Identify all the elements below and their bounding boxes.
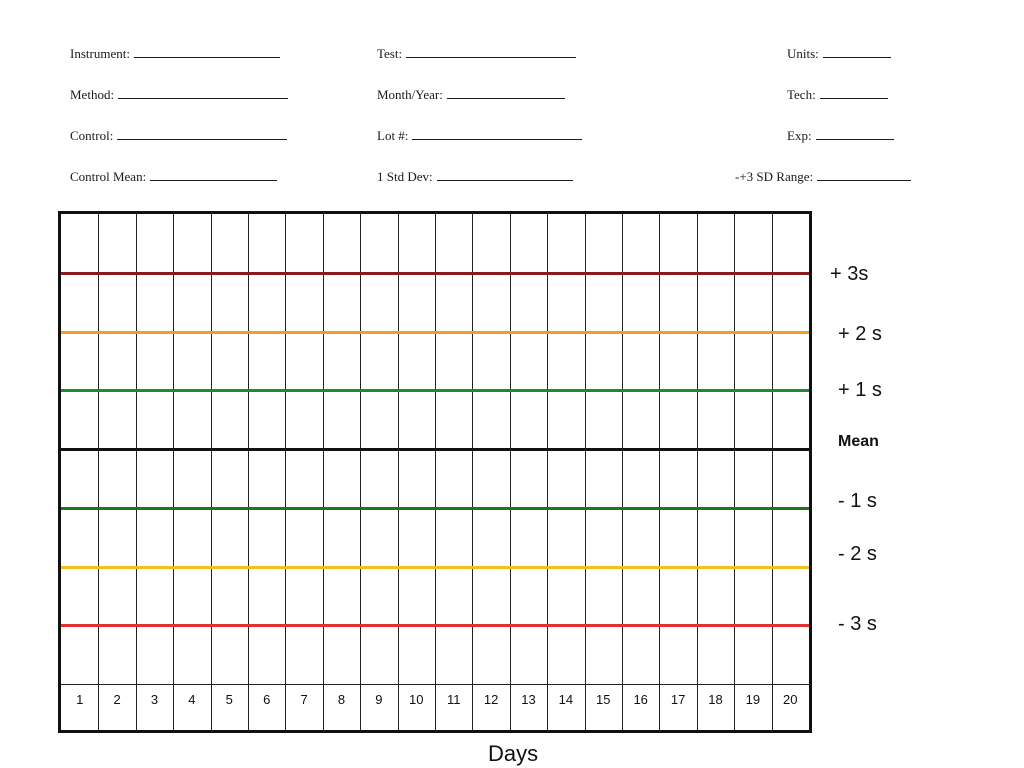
- day-number: 18: [708, 692, 723, 707]
- tech-blank[interactable]: [820, 87, 888, 99]
- column-divider: [510, 214, 511, 730]
- label-minus2: - 2 s: [838, 543, 877, 565]
- control-field[interactable]: [70, 128, 287, 144]
- method-field[interactable]: [70, 87, 288, 103]
- exp-blank[interactable]: [816, 128, 894, 140]
- label-plus2: + 2 s: [838, 323, 882, 345]
- sd-line-minus2: [61, 566, 809, 569]
- sd-line-plus1: [61, 389, 809, 392]
- test-field[interactable]: [377, 46, 576, 62]
- test-label: Test:: [377, 46, 403, 61]
- grid-row-line: [61, 684, 809, 685]
- sd-line-plus3: [61, 272, 809, 275]
- column-divider: [547, 214, 548, 730]
- instrument-field[interactable]: [70, 46, 280, 62]
- std-dev-blank[interactable]: [437, 169, 573, 181]
- column-divider: [398, 214, 399, 730]
- label-plus1: + 1 s: [838, 379, 882, 401]
- lot-field[interactable]: [377, 128, 582, 144]
- day-number: 5: [225, 692, 233, 707]
- sd-range-blank[interactable]: [817, 169, 911, 181]
- instrument-label: Instrument:: [70, 46, 130, 61]
- month-year-blank[interactable]: [447, 87, 565, 99]
- month-year-field[interactable]: [377, 87, 565, 103]
- day-number: 19: [745, 692, 761, 707]
- test-blank[interactable]: [406, 46, 576, 58]
- column-divider: [98, 214, 99, 730]
- control-mean-label: Control Mean:: [70, 169, 147, 184]
- day-number: 4: [188, 692, 196, 707]
- instrument-blank[interactable]: [134, 46, 280, 58]
- label-minus3: - 3 s: [838, 613, 877, 635]
- day-number: 9: [375, 692, 383, 707]
- std-dev-label: 1 Std Dev:: [377, 169, 433, 184]
- units-blank[interactable]: [823, 46, 891, 58]
- day-number: 7: [300, 692, 308, 707]
- column-divider: [323, 214, 324, 730]
- sd-line-plus2: [61, 331, 809, 334]
- day-number: 11: [446, 692, 461, 707]
- column-divider: [285, 214, 286, 730]
- day-number: 8: [337, 692, 346, 707]
- column-divider: [136, 214, 137, 730]
- column-divider: [772, 214, 773, 730]
- column-divider: [659, 214, 660, 730]
- sd-line-mean: [61, 448, 809, 451]
- day-number: 17: [670, 692, 686, 707]
- day-number: 2: [113, 692, 121, 707]
- units-field[interactable]: [787, 46, 891, 62]
- day-number: 12: [483, 692, 499, 707]
- day-number: 14: [558, 692, 574, 707]
- month-year-label: Month/Year:: [377, 87, 443, 102]
- day-number: 6: [263, 692, 271, 707]
- units-label: Units:: [787, 46, 819, 61]
- column-divider: [472, 214, 473, 730]
- sd-range-field[interactable]: [735, 169, 911, 185]
- control-label: Control:: [70, 128, 114, 143]
- sd-line-minus1: [61, 507, 809, 510]
- day-number: 15: [596, 692, 611, 707]
- sd-line-minus3: [61, 624, 809, 627]
- column-divider: [585, 214, 586, 730]
- column-divider: [622, 214, 623, 730]
- column-divider: [360, 214, 361, 730]
- day-number: 16: [633, 692, 648, 707]
- days-axis-label: Days: [488, 741, 539, 766]
- control-mean-field[interactable]: [70, 169, 277, 185]
- exp-label: Exp:: [787, 128, 812, 143]
- column-divider: [734, 214, 735, 730]
- day-number: 3: [150, 692, 159, 707]
- method-blank[interactable]: [118, 87, 288, 99]
- control-blank[interactable]: [117, 128, 287, 140]
- day-number: 1: [76, 692, 84, 707]
- control-mean-blank[interactable]: [150, 169, 277, 181]
- column-divider: [211, 214, 212, 730]
- tech-field[interactable]: [787, 87, 888, 103]
- method-label: Method:: [70, 87, 115, 102]
- lot-label: Lot #:: [377, 128, 409, 143]
- day-number: 10: [409, 692, 424, 707]
- column-divider: [697, 214, 698, 730]
- column-divider: [435, 214, 436, 730]
- label-mean: Mean: [838, 433, 879, 450]
- label-minus1: - 1 s: [838, 490, 877, 512]
- label-plus3: + 3s: [830, 263, 869, 285]
- qc-chart-grid: [58, 211, 812, 733]
- exp-field[interactable]: [787, 128, 894, 144]
- day-number: 13: [521, 692, 536, 707]
- std-dev-field[interactable]: [377, 169, 573, 185]
- day-number: 20: [783, 692, 798, 707]
- tech-label: Tech:: [787, 87, 816, 102]
- lot-blank[interactable]: [412, 128, 582, 140]
- column-divider: [173, 214, 174, 730]
- column-divider: [248, 214, 249, 730]
- sd-range-label: -+3 SD Range:: [735, 169, 814, 184]
